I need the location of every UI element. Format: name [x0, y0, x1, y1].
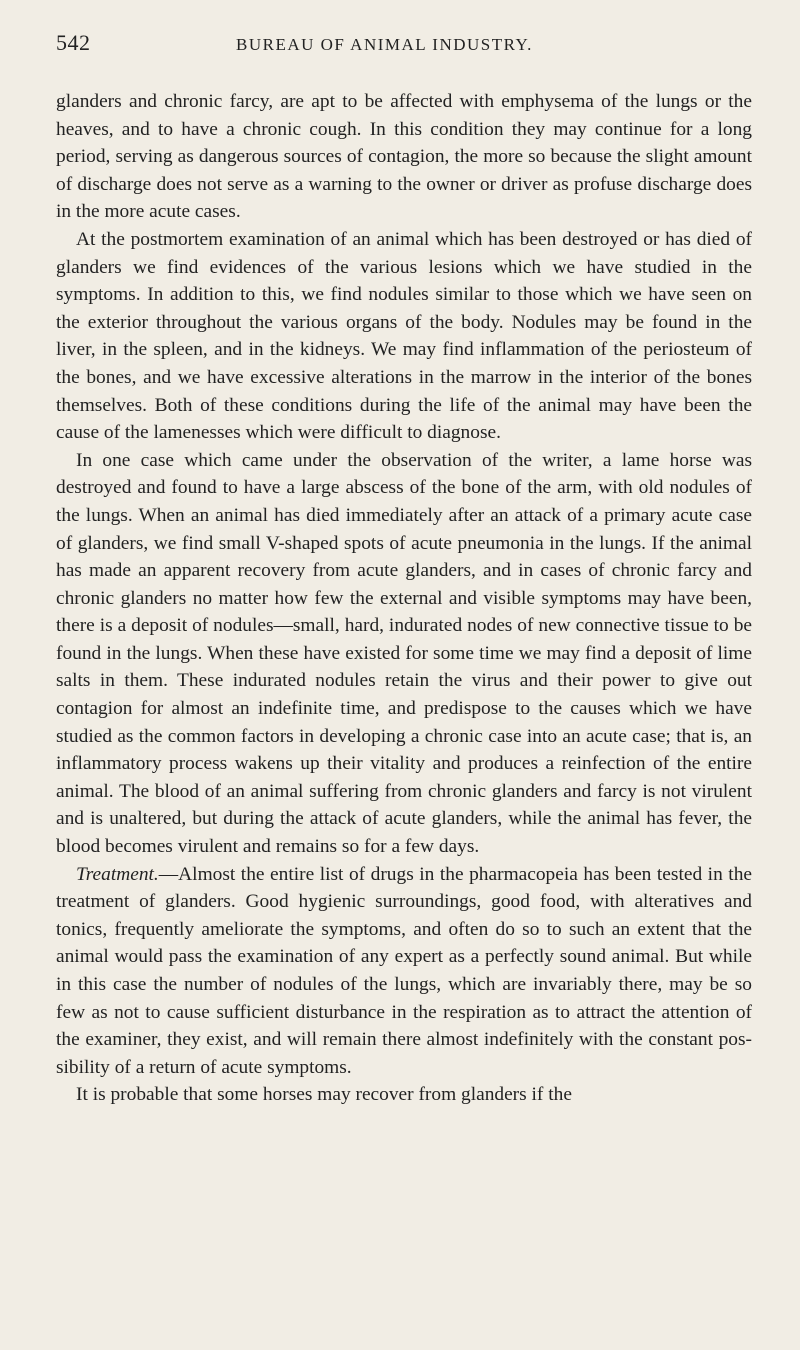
running-head-title: BUREAU OF ANIMAL INDUSTRY.: [236, 35, 533, 54]
running-head: [56, 30, 752, 64]
paragraph: [56, 861, 752, 1082]
page-number: 542: [56, 30, 91, 55]
paragraph-text: —Almost the entire list of drugs in the pharmacopeia has been tested in the treatment of glanders. Good hygienic surroundings, good food, with alteratives and tonics, frequently ameliorate the symptoms, and often do so to such an extent that the animal would pass the examination of any expert as a perfectly sound animal. But while in this case the number of nodules of the lungs, which are invariably there, may be so few as not to cause sufficient disturbance in the respiration as to attract the attention of the examiner, they exist, and will remain there almost indefinitely with the constant possibility of a return of acute symptoms.: [56, 863, 752, 1078]
body-text: [56, 88, 752, 1109]
paragraph: [56, 1081, 752, 1109]
paragraph-text: In one case which came under the observation of the writer, a lame horse was destroyed and found to have a large abscess of the bone of the arm, with old nodules of the lungs. When an animal has died immediately after an attack of a primary acute case of glanders, we find small V-shaped spots of acute pneumonia in the lungs. If the animal has made an apparent recovery from acute glanders, and in cases of chronic farcy and chronic glanders no matter how few the external and visible symptoms may have been, there is a deposit of nodules—small, hard, indurated nodes of new connective tissue to be found in the lungs. When these have existed for some time we may find a deposit of lime salts in them. These indurated nodules retain the virus and their power to give out contagion for almost an indefinite time, and predispose to the causes which we have studied as the common factors in developing a chronic case into an acute case; that is, an inflammatory process wakens up their vitality and produces a reinfection of the entire animal. The blood of an animal suffering from chronic glanders and farcy is not virulent and is unaltered, but during the attack of acute glanders, while the animal has fever, the blood becomes virulent and remains so for a few days.: [56, 449, 752, 858]
paragraph-text: It is probable that some horses may recover from glanders if the: [76, 1084, 572, 1106]
paragraph: [56, 88, 752, 226]
paragraph: [56, 447, 752, 861]
paragraph: [56, 226, 752, 447]
section-lead: Treatment.: [76, 863, 159, 885]
paragraph-text: glanders and chronic farcy, are apt to be affected with emphysema of the lungs or the heaves, and to have a chronic cough. In this condition they may continue for a long period, serving as dangerous sources of contagion, the more so because the slight amount of discharge does not serve as a warning to the owner or driver as profuse discharge does in the more acute cases.: [56, 91, 752, 223]
paragraph-text: At the postmortem examination of an animal which has been destroyed or has died of glanders we find evidences of the various lesions which we have studied in the symptoms. In addition to this, we find nodules similar to those which we have seen on the exterior throughout the various organs of the body. Nodules may be found in the liver, in the spleen, and in the kidneys. We may find inflammation of the periosteum of the bones, and we have excessive alterations in the marrow in the interior of the bones themselves. Both of these conditions during the life of the animal may have been the cause of the lamenesses which were difficult to diagnose.: [56, 228, 752, 444]
